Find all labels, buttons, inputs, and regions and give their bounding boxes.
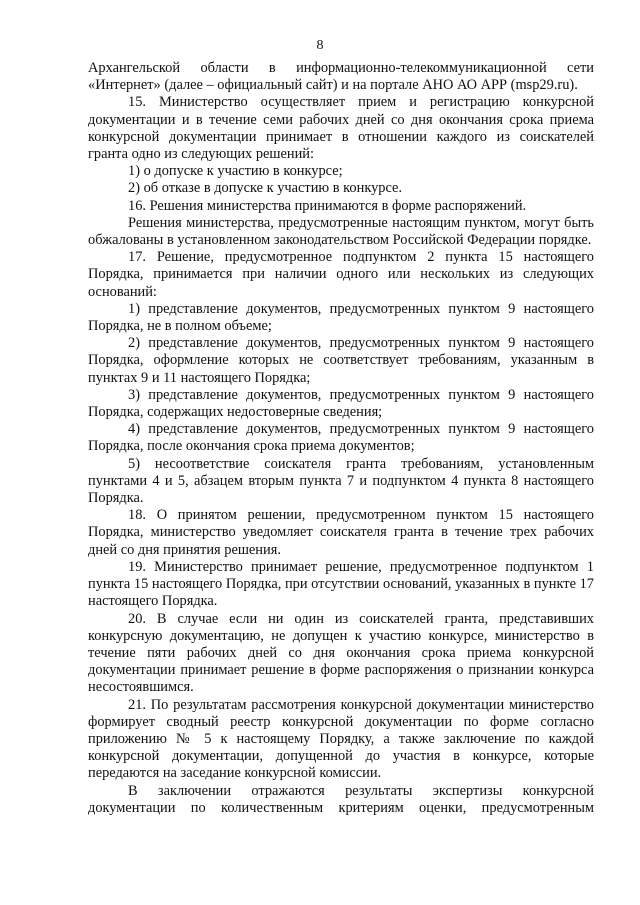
list-item: 2) об отказе в допуске к участию в конкурсе. — [128, 180, 403, 197]
paragraph: Архангельской области в информационно-телекоммуникационной сети «Интернет» (далее – официальный сайт) и на портале АНО АО АРР (msp29.ru). — [88, 60, 594, 94]
list-item: 3) представление документов, предусмотренных пунктом 9 настоящего Порядка, содержащих недостоверные сведения; — [88, 386, 594, 421]
document-body — [88, 60, 594, 817]
list-item: 1) представление документов, предусмотренных пунктом 9 настоящего Порядка, не в полном объеме; — [88, 300, 594, 335]
paragraph: 20. В случае если ни один из соискателей гранта, представивших конкурсную документацию, не допущен к участию конкурсе, министерство в течение пяти рабочих дней со дня окончания срока приема конкурсной документации принимает решение в форме распоряжения о признании конкурса несостоявшимся. — [88, 610, 594, 696]
paragraph: 18. О принятом решении, предусмотренном пунктом 15 настоящего Порядка, министерство уведомляет соискателя гранта в течение трех рабочих дней со дня принятия решения. — [88, 507, 594, 558]
paragraph: 15. Министерство осуществляет прием и регистрацию конкурсной документации и в течение семи рабочих дней со дня окончания срока приема конкурсной документации принимает в отношении каждого из соискателей гранта одно из следующих решений: — [88, 94, 594, 163]
paragraph: 21. По результатам рассмотрения конкурсной документации министерство формирует сводный реестр конкурсной документации по форме согласно приложению № 5 к настоящему Порядку, а также заключение по каждой конкурсной документации, допущенной до участия в конкурсе, которые передаются на заседание конкурсной комиссии. — [88, 696, 594, 782]
paragraph: 19. Министерство принимает решение, предусмотренное подпунктом 1 пункта 15 настоящего Порядка, при отсутствии оснований, указанных в пункте 17 настоящего Порядка. — [88, 558, 594, 610]
list-item: 2) представление документов, предусмотренных пунктом 9 настоящего Порядка, оформление которых не соответствует требованиям, указанным в пунктах 9 и 11 настоящего Порядка; — [88, 335, 594, 386]
list-item: 1) о допуске к участию в конкурсе; — [128, 163, 343, 180]
paragraph: 16. Решения министерства принимаются в форме распоряжений. — [128, 197, 527, 214]
paragraph: Решения министерства, предусмотренные настоящим пунктом, могут быть обжалованы в установленном законодательством Российской Федерации порядке. — [88, 214, 594, 249]
paragraph: В заключении отражаются результаты экспертизы конкурсной документации по количественным критериям оценки, предусмотренным — [88, 782, 594, 816]
list-item: 5) несоответствие соискателя гранта требованиям, установленным пунктами 4 и 5, абзацем вторым пункта 7 и подпунктом 4 пункта 8 настоящего Порядка. — [88, 455, 594, 507]
list-item: 4) представление документов, предусмотренных пунктом 9 настоящего Порядка, после окончания срока приема документов; — [88, 421, 594, 455]
paragraph: 17. Решение, предусмотренное подпунктом 2 пункта 15 настоящего Порядка, принимается при наличии одного или нескольких из следующих оснований: — [88, 249, 594, 300]
page-number: 8 — [316, 38, 324, 53]
